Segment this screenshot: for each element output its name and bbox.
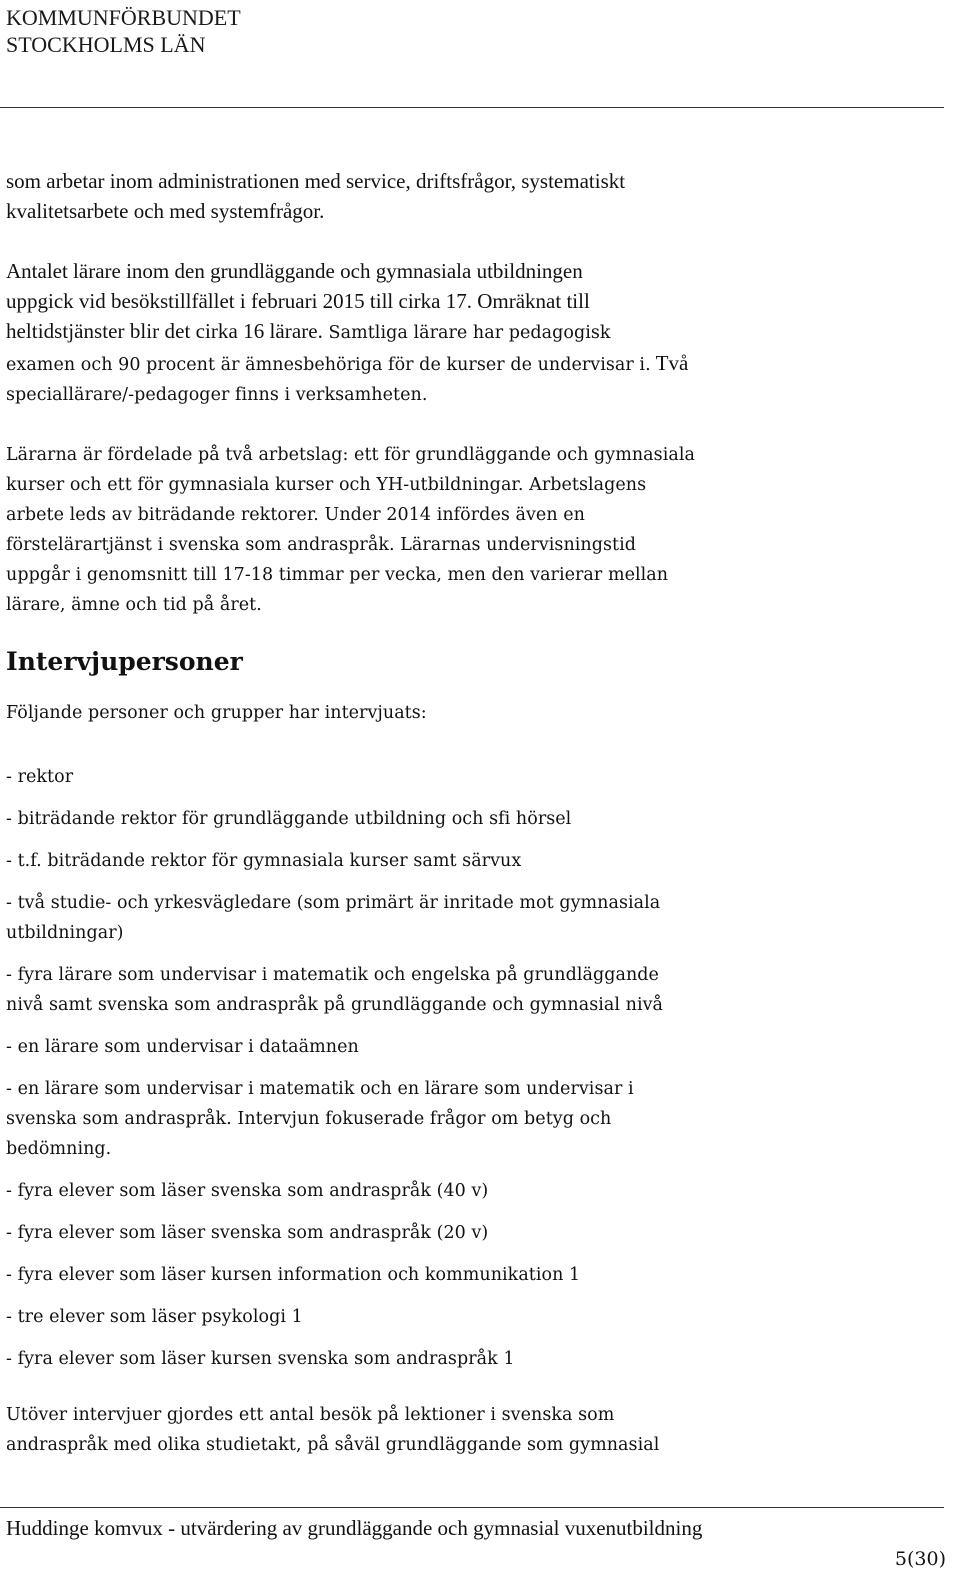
list-item bbox=[6, 804, 936, 834]
header-organization-line2: STOCKHOLMS LÄN bbox=[6, 32, 206, 57]
paragraph-line: arbete leds av biträdande rektorer. Under 2014 infördes även en bbox=[6, 505, 585, 525]
list-item-line: - en lärare som undervisar i dataämnen bbox=[6, 1037, 359, 1057]
paragraph-line: förstelärartjänst i svenska som andraspråk. Lärarnas undervisningstid bbox=[6, 535, 637, 555]
list-item-line: - rektor bbox=[6, 767, 74, 787]
list-item-line: nivå samt svenska som andraspråk på grundläggande och gymnasial nivå bbox=[6, 995, 664, 1015]
text-run: heltidstjänster blir det cirka 16 lärare. bbox=[6, 319, 323, 343]
list-item bbox=[6, 846, 936, 876]
section-heading: Intervjupersoner bbox=[6, 647, 243, 676]
list-item bbox=[6, 1032, 936, 1062]
footer-title: Huddinge komvux - utvärdering av grundläggande och gymnasial vuxenutbildning bbox=[6, 1516, 703, 1540]
list-item bbox=[6, 1074, 936, 1164]
list-item bbox=[6, 960, 936, 1020]
paragraph-line: Utöver intervjuer gjordes ett antal besök på lektioner i svenska som bbox=[6, 1405, 615, 1425]
list-item-line: - två studie- och yrkesvägledare (som primärt är inritade mot gymnasiala bbox=[6, 893, 661, 913]
paragraph-line: speciallärare/-pedagoger finns i verksamheten. bbox=[6, 385, 428, 405]
section-intro: Följande personer och grupper har intervjuats: bbox=[6, 703, 427, 723]
paragraph-teachers bbox=[6, 256, 936, 410]
list-item-line: - fyra elever som läser kursen svenska som andraspråk 1 bbox=[6, 1349, 515, 1369]
interviewee-list bbox=[6, 762, 936, 1374]
paragraph-line: kvalitetsarbete och med systemfrågor. bbox=[6, 199, 325, 223]
paragraph-line bbox=[6, 316, 936, 348]
paragraph-line bbox=[6, 348, 936, 380]
page-header bbox=[6, 4, 241, 58]
list-item-line: - fyra elever som läser kursen information och kommunikation 1 bbox=[6, 1265, 581, 1285]
document-body bbox=[6, 166, 936, 1460]
paragraph-line: som arbetar inom administrationen med service, driftsfrågor, systematiskt bbox=[6, 169, 626, 193]
list-item bbox=[6, 1218, 936, 1248]
list-item bbox=[6, 1260, 936, 1290]
paragraph-line: andraspråk med olika studietakt, på såväl grundläggande som gymnasial bbox=[6, 1435, 660, 1455]
list-item bbox=[6, 1302, 936, 1332]
list-item-line: svenska som andraspråk. Intervjun fokuserade frågor om betyg och bbox=[6, 1109, 612, 1129]
paragraph-work-teams bbox=[6, 440, 936, 620]
header-divider bbox=[0, 107, 944, 108]
page-number: 5(30) bbox=[894, 1548, 946, 1570]
text-run: Samtliga lärare har pedagogisk bbox=[322, 323, 611, 343]
list-item bbox=[6, 888, 936, 948]
paragraph-visits bbox=[6, 1400, 936, 1460]
paragraph-line: uppgår i genomsnitt till 17-18 timmar per vecka, men den varierar mellan bbox=[6, 565, 669, 585]
list-item-line: - fyra lärare som undervisar i matematik och engelska på grundläggande bbox=[6, 965, 659, 985]
list-item-line: bedömning. bbox=[6, 1139, 112, 1159]
footer-divider bbox=[0, 1507, 944, 1508]
list-item-line: - tre elever som läser psykologi 1 bbox=[6, 1307, 303, 1327]
paragraph-administration bbox=[6, 166, 936, 226]
list-item-line: - fyra elever som läser svenska som andraspråk (40 v) bbox=[6, 1181, 489, 1201]
list-item bbox=[6, 1176, 936, 1206]
list-item bbox=[6, 1344, 936, 1374]
paragraph-line: lärare, ämne och tid på året. bbox=[6, 595, 262, 615]
paragraph-line: Antalet lärare inom den grundläggande och gymnasiala utbildningen bbox=[6, 259, 583, 283]
paragraph-line: Lärarna är fördelade på två arbetslag: ett för grundläggande och gymnasiala bbox=[6, 445, 695, 465]
text-run: Två bbox=[650, 351, 689, 375]
text-run: examen och 90 procent är ämnesbehöriga för de kurser de undervisar i. bbox=[6, 355, 651, 375]
list-item-line: - biträdande rektor för grundläggande utbildning och sfi hörsel bbox=[6, 809, 572, 829]
list-item-line: - fyra elever som läser svenska som andraspråk (20 v) bbox=[6, 1223, 489, 1243]
paragraph-line: kurser och ett för gymnasiala kurser och YH-utbildningar. Arbetslagens bbox=[6, 475, 647, 495]
header-organization-line1: KOMMUNFÖRBUNDET bbox=[6, 5, 241, 30]
paragraph-line: uppgick vid besökstillfället i februari 2015 till cirka 17. Omräknat till bbox=[6, 289, 590, 313]
list-item-line: - t.f. biträdande rektor för gymnasiala kurser samt särvux bbox=[6, 851, 522, 871]
list-item-line: utbildningar) bbox=[6, 923, 124, 943]
list-item-line: - en lärare som undervisar i matematik och en lärare som undervisar i bbox=[6, 1079, 634, 1099]
list-item bbox=[6, 762, 936, 792]
